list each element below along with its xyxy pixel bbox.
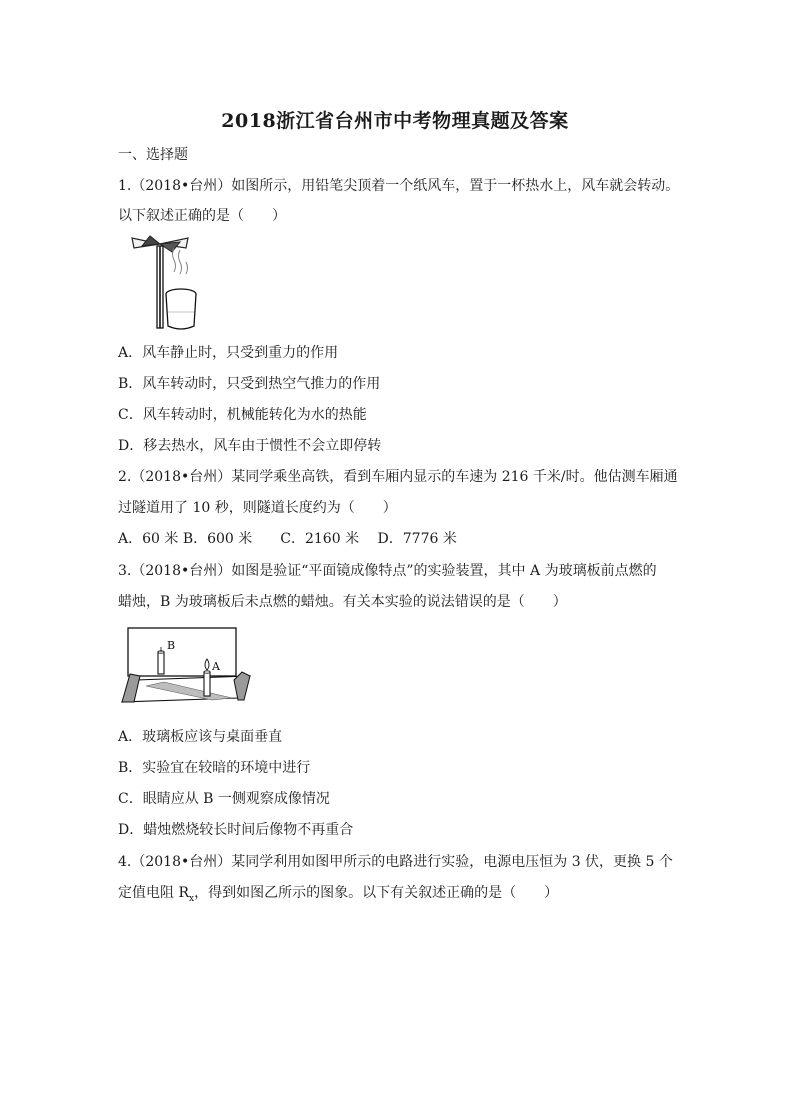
q3-stem-line2: 蜡烛，B 为玻璃板后未点燃的蜡烛。有关本实验的说法错误的是（ ）	[118, 594, 567, 610]
q4-line2-post: ，得到如图乙所示的图象。以下有关叙述正确的是（ ）	[194, 885, 559, 901]
q4-stem-line1: 4.（2018•台州）某同学利用如图甲所示的电路进行实验，电源电压恒为 3 伏，更换 5 个	[118, 854, 673, 870]
q3-option-a: A．玻璃板应该与桌面垂直	[118, 729, 283, 745]
q3-option-b: B．实验宜在较暗的环境中进行	[118, 760, 311, 776]
q3-option-d: D．蜡烛燃烧较长时间后像物不再重合	[118, 822, 354, 838]
q1-option-b: B．风车转动时，只受到热空气推力的作用	[118, 376, 381, 392]
page-title: 2018浙江省台州市中考物理真题及答案	[221, 110, 569, 132]
q1-option-a: A．风车静止时，只受到重力的作用	[118, 345, 339, 361]
q1-stem-line1: 1.（2018•台州）如图所示，用铅笔尖顶着一个纸风车，置于一杯热水上，风车就会转动。	[118, 178, 680, 194]
q3-option-c: C．眼睛应从 B 一侧观察成像情况	[118, 791, 330, 807]
q4-line2-pre: 定值电阻 R	[118, 885, 189, 901]
q4-stem-line2	[118, 884, 558, 908]
q2-stem-line1: 2.（2018•台州）某同学乘坐高铁，看到车厢内显示的车速为 216 千米/时。他估测车厢通	[118, 469, 678, 485]
q3-figure-mirror-setup	[116, 624, 256, 706]
q3-stem-line1: 3.（2018•台州）如图是验证“平面镜成像特点”的实验装置，其中 A 为玻璃板前点燃的	[118, 563, 657, 579]
q2-stem-line2: 过隧道用了 10 秒，则隧道长度约为（ ）	[118, 500, 397, 516]
q1-option-c: C．风车转动时，机械能转化为水的热能	[118, 407, 367, 423]
q1-option-d: D．移去热水，风车由于惯性不会立即停转	[118, 438, 382, 454]
q4-line2-sub: x	[189, 893, 195, 904]
q3-label-a: A	[212, 660, 220, 673]
q3-label-b: B	[167, 639, 176, 652]
q1-stem-line2: 以下叙述正确的是（ ）	[118, 208, 286, 224]
section-heading: 一、选择题	[118, 147, 188, 163]
q1-figure-pinwheel	[124, 234, 214, 334]
q2-options: A．60 米 B．600 米 C．2160 米 D．7776 米	[118, 531, 457, 547]
